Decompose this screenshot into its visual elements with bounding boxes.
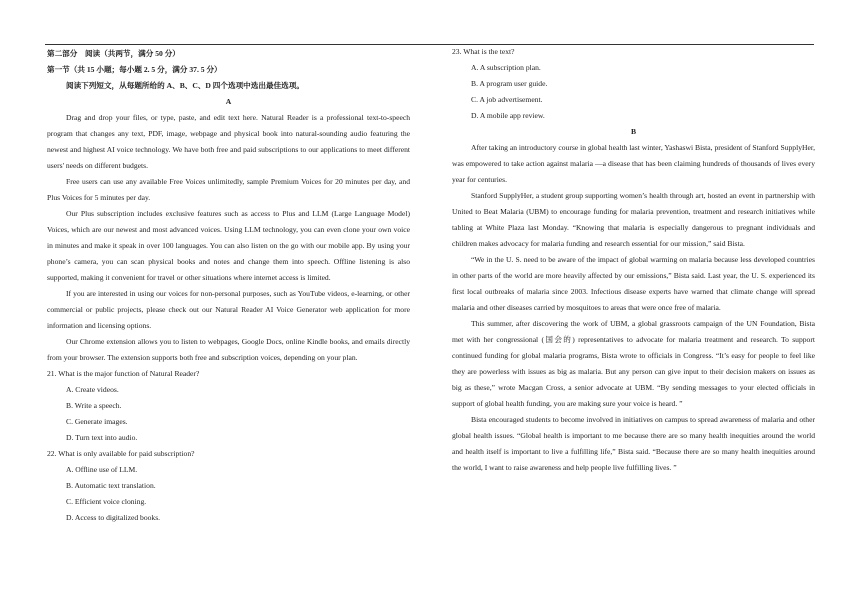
q21-option-d: D. Turn text into audio. — [66, 433, 138, 442]
subsection-title: 第一节（共 15 小题；每小题 2. 5 分，满分 37. 5 分） — [47, 65, 222, 74]
passage-a-paragraph: If you are interested in using our voices for non-personal purposes, such as YouTube videos, e-learning, or other commercial or public projects, please check out our Natural Reader AI Voice Generator web application for more information and licensing options. — [47, 289, 410, 330]
q21-option-a: A. Create videos. — [66, 385, 119, 394]
passage-b-paragraph: After taking an introductory course in global health last winter, Yashaswi Bista, president of Stanford SupplyHer, was empowered to take action against malaria —a disease that has been claiming hundreds of thousands of lives every year for centuries. — [452, 143, 815, 184]
passage-b-label: B — [630, 127, 637, 136]
q22-option-d: D. Access to digitalized books. — [66, 513, 161, 522]
passage-a-paragraph: Free users can use any available Free Voices unlimitedly, sample Premium Voices for 20 minutes per day, and Plus Voices for 5 minutes per day. — [47, 177, 410, 202]
passage-a-paragraph: Our Chrome extension allows you to listen to webpages, Google Docs, online Kindle books, and emails directly from your browser. The extension supports both free and subscription voices, depending on your plan. — [47, 337, 410, 362]
instruction: 阅读下列短文，从每题所给的 A、B、C、D 四个选项中选出最佳选项。 — [66, 81, 304, 90]
q23-option-a: A. A subscription plan. — [471, 63, 541, 72]
q21-option-b: B. Write a speech. — [66, 401, 122, 410]
right-column — [452, 44, 815, 476]
question-23: 23. What is the text? — [452, 47, 515, 56]
passage-b-paragraph: Bista encouraged students to become involved in initiatives on campus to spread awareness of malaria and other global health issues. “Global health is important to me because there are so many health inequities around the world and health itself is important to live a fulfilling life,” Bista said. “Because there are so many health inequities around the world, I want to raise awareness and help people live fulfilling lives. ” — [452, 415, 815, 472]
q22-option-a: A. Offline use of LLM. — [66, 465, 138, 474]
q23-option-d: D. A mobile app review. — [471, 111, 545, 120]
passage-b-paragraph: “We in the U. S. need to be aware of the impact of global warming on malaria because less developed countries in other parts of the world are more heavily affected by our emissions,” Bista said. Last year, the U. S. experienced its first local outbreaks of malaria since 2003. Infectious disease experts have warned that climate change will spread malaria and other diseases carried by mosquitoes to areas that were once free of malaria. — [452, 255, 815, 312]
passage-a-label: A — [225, 97, 232, 106]
q23-option-c: C. A job advertisement. — [471, 95, 543, 104]
passage-b-paragraph: This summer, after discovering the work of UBM, a global grassroots campaign of the UN Foundation, Bista met with her congressional (国会的) representatives to advocate for malaria treatment and research. To support continued funding for global malaria programs, Bista wrote to officials in Congress. “It’s easy for people to feel like they are powerless with issues as big as malaria. But any person can give input to their decision makers on issues as big as these,” wrote Macgan Cross, a senior advocate at UBM. “By sending messages to your elected officials in support of global health funding, you are making sure your voice is heard. ” — [452, 319, 815, 408]
passage-a-paragraph: Drag and drop your files, or type, paste, and edit text here. Natural Reader is a professional text-to-speech program that changes any text, PDF, image, webpage and physical book into natural-sounding audio featuring the newest and highest AI voice technology. We have both free and paid subscriptions to our applications to meet different users' needs on different budgets. — [47, 113, 410, 170]
question-21: 21. What is the major function of Natural Reader? — [47, 369, 200, 378]
question-22: 22. What is only available for paid subscription? — [47, 449, 195, 458]
passage-a-paragraph: Our Plus subscription includes exclusive features such as access to Plus and LLM (Large Language Model) Voices, which are our newest and most advanced voices. Using LLM technology, you can even clone your own voice in minutes and make it speak in over 100 languages. You can also listen on the go with our mobile app. By using your phone’s camera, you can scan physical books and notes and change them into speech. Offline listening is also supported, making it convenient for travel or other situations where internet access is limited. — [47, 209, 410, 282]
section-title: 第二部分 阅读（共两节，满分 50 分） — [47, 49, 180, 58]
left-column — [47, 46, 410, 526]
passage-b-paragraph: Stanford SupplyHer, a student group supporting women’s health through art, hosted an event in partnership with United to Beat Malaria (UBM) to encourage funding for malaria prevention, treatment and research initiatives while tabling at White Plaza last Monday. “Knowing that malaria is especially dangerous to pregnant individuals and children makes advocacy for malaria funding and research essential for our mission,” said Bista. — [452, 191, 815, 248]
q22-option-b: B. Automatic text translation. — [66, 481, 156, 490]
q21-option-c: C. Generate images. — [66, 417, 128, 426]
q23-option-b: B. A program user guide. — [471, 79, 548, 88]
q22-option-c: C. Efficient voice cloning. — [66, 497, 147, 506]
